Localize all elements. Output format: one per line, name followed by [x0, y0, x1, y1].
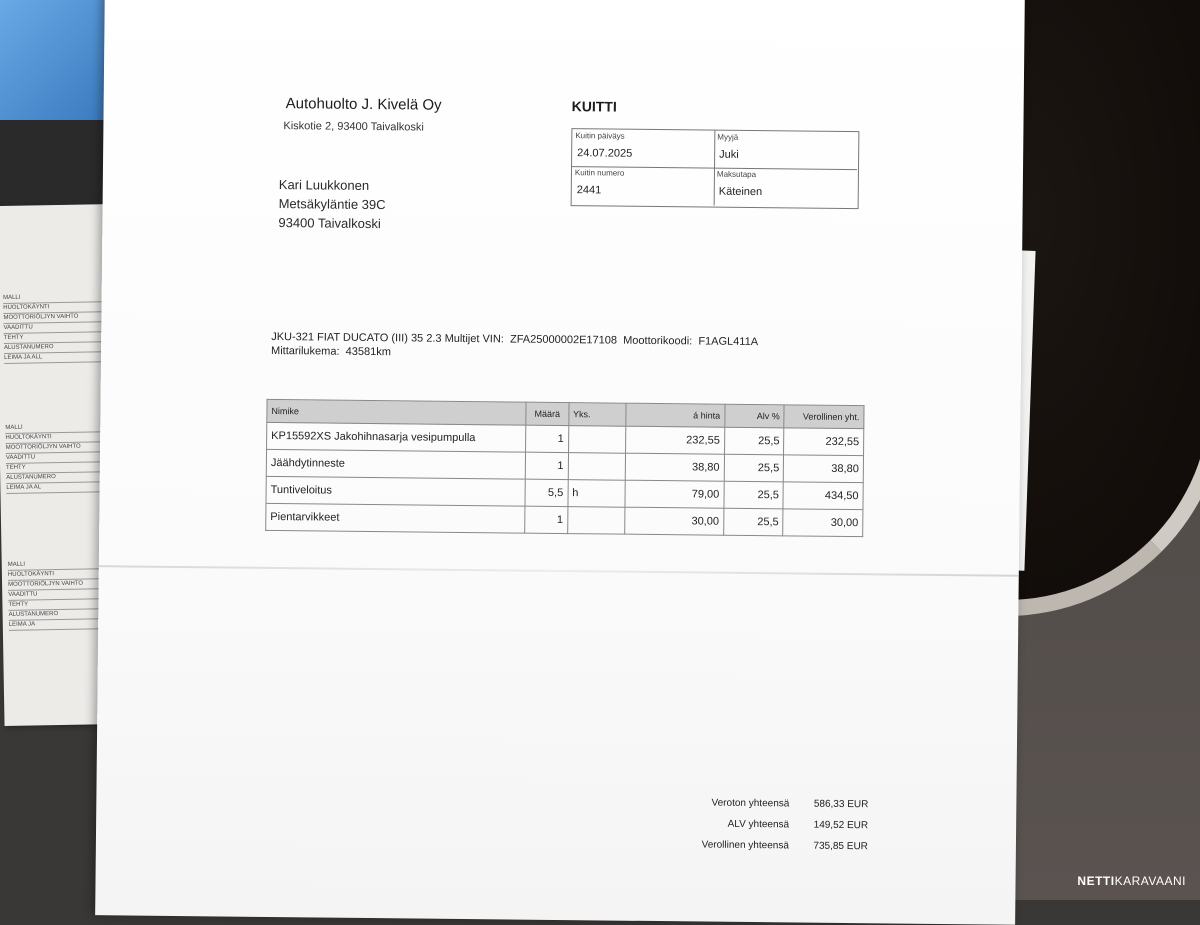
- items-table: [265, 399, 864, 537]
- receipt-info-box: [571, 128, 860, 209]
- item-unit-price: 232,55: [626, 426, 725, 454]
- item-quantity: 1: [525, 506, 568, 533]
- item-vat: 25,5: [724, 454, 784, 482]
- item-unit: h: [568, 480, 626, 508]
- customer-street: Metsäkyläntie 39C: [278, 196, 386, 213]
- item-vat: 25,5: [723, 508, 783, 536]
- seller-cell: [714, 131, 857, 170]
- table-row: [266, 503, 863, 536]
- column-header: Alv %: [725, 404, 785, 428]
- item-unit-price: 79,00: [625, 480, 724, 508]
- item-vat: 25,5: [724, 481, 784, 509]
- item-name: KP15592XS Jakohihnasarja vesipumpulla: [267, 422, 526, 452]
- receipt-paper: [95, 0, 1025, 925]
- receipt-date-label: Kuitin päiväys: [575, 131, 625, 141]
- item-total: 232,55: [784, 428, 864, 456]
- odometer-reading: Mittarilukema: 43581km: [271, 344, 391, 359]
- receipt-date: 24.07.2025: [577, 147, 633, 160]
- item-name: Jäähdytinneste: [266, 449, 525, 479]
- subtotal-value: 586,33 EUR: [813, 798, 869, 811]
- column-header: Määrä: [526, 402, 569, 425]
- seller-label: Myyjä: [717, 132, 739, 142]
- receipt-date-cell: [572, 129, 715, 168]
- receipt-number-cell: [572, 166, 715, 205]
- paper-fold-line: [99, 565, 1019, 577]
- grand-total-value: 735,85 EUR: [813, 840, 868, 853]
- item-quantity: 1: [525, 452, 568, 479]
- item-total: 38,80: [784, 455, 864, 483]
- form-block: MALLI HUOLTOKÄYNTI MOOTTORIÖLJYN VAIHTO VAADITTU TEHTY ALUSTANUMERO LEIMA JA ALL: [3, 292, 104, 364]
- item-unit: [568, 426, 626, 454]
- item-unit-price: 38,80: [625, 453, 724, 481]
- item-total: 434,50: [783, 482, 863, 510]
- receipt-number-label: Kuitin numero: [574, 168, 625, 178]
- item-name: Tuntiveloitus: [266, 476, 525, 506]
- vat-total-value: 149,52 EUR: [813, 819, 869, 832]
- item-name: Pientarvikkeet: [266, 503, 525, 533]
- grand-total-label: Verollinen yhteensä: [701, 839, 789, 852]
- item-quantity: 1: [526, 425, 569, 452]
- form-block: MALLI HUOLTOKÄYNTI MOOTTORIÖLJYN VAIHTO VAADITTU TEHTY ALUSTANUMERO LEIMA JA AL: [5, 422, 106, 494]
- watermark-brand-rest: KARAVAANI: [1114, 874, 1186, 888]
- column-header: Verollinen yht.: [784, 405, 864, 429]
- column-header: Nimike: [267, 399, 526, 425]
- item-vat: 25,5: [724, 427, 784, 455]
- watermark-logo: [1077, 874, 1186, 888]
- customer-city: 93400 Taivalkoski: [278, 215, 381, 232]
- customer-name: Kari Luukkonen: [278, 177, 370, 193]
- receipt-number: 2441: [576, 184, 602, 197]
- form-block: MALLI HUOLTOKÄYNTI MOOTTORIÖLJYN VAIHTO VAADITTU TEHTY ALUSTANUMERO LEIMA JA: [8, 559, 109, 631]
- payment-cell: [714, 168, 857, 207]
- company-address: Kiskotie 2, 93400 Taivalkoski: [283, 120, 424, 134]
- column-header: Yks.: [568, 403, 626, 427]
- subtotal-label: Veroton yhteensä: [711, 797, 790, 810]
- item-total: 30,00: [783, 509, 863, 537]
- document-title: KUITTI: [571, 98, 617, 115]
- payment-method-label: Maksutapa: [716, 169, 757, 180]
- company-name: Autohuolto J. Kivelä Oy: [285, 95, 442, 114]
- seller-name: Juki: [719, 148, 739, 161]
- vehicle-info: JKU-321 FIAT DUCATO (III) 35 2.3 Multijet VIN: ZFA25000002E17108 Moottorikoodi: F1AGL411A: [271, 330, 759, 349]
- vat-total-label: ALV yhteensä: [727, 818, 790, 831]
- watermark-brand-bold: NETTI: [1077, 874, 1115, 888]
- item-unit-price: 30,00: [625, 507, 724, 535]
- payment-method: Käteinen: [718, 185, 763, 199]
- item-unit: [567, 507, 625, 535]
- column-header: á hinta: [626, 403, 725, 427]
- item-unit: [568, 453, 626, 481]
- item-quantity: 5,5: [525, 479, 568, 506]
